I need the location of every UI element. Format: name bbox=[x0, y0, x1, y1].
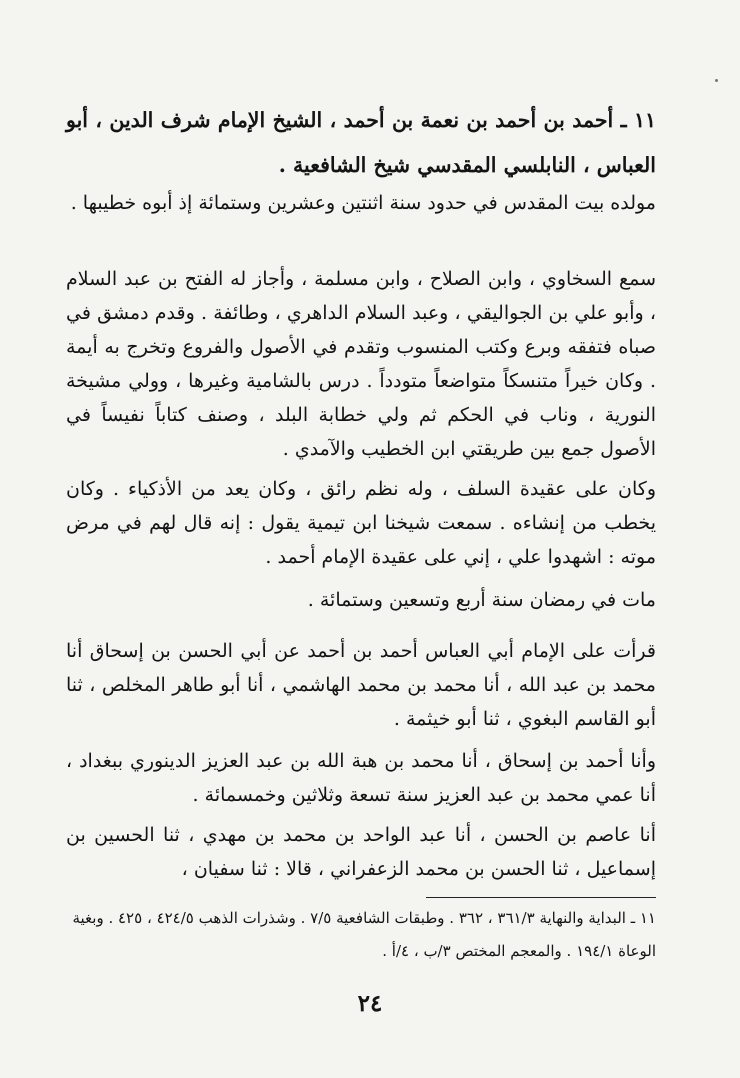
scan-speck bbox=[715, 79, 718, 82]
entry-heading: ١١ ـ أحمد بن أحمد بن نعمة بن أحمد ، الشيخ الإمام شرف الدين ، أبو العباس ، النابلسي المقدسي شيخ الشافعية . bbox=[66, 108, 656, 177]
paragraph-birth: مولده بيت المقدس في حدود سنة اثنتين وعشرين وستمائة إذ أبوه خطيبها . bbox=[70, 192, 656, 214]
paragraph-isnad-2: وأنا أحمد بن إسحاق ، أنا محمد بن هبة الله بن عبد العزيز الدينوري ببغداد ، أنا عمي محمد بن عبد العزيز سنة تسعة وثلاثين وخمسمائة . bbox=[66, 750, 656, 806]
paragraph-creed: وكان على عقيدة السلف ، وله نظم رائق ، وكان يعد من الأذكياء . وكان يخطب من إنشاءه . سمعت شيخنا ابن تيمية يقول : إنه قال لهم في مرض موته : اشهدوا علي ، إني على عقيدة الإمام أحمد . bbox=[66, 478, 656, 568]
footnote-divider bbox=[426, 897, 656, 898]
paragraph-isnad-3: أنا عاصم بن الحسن ، أنا عبد الواحد بن محمد بن مهدي ، ثنا الحسين بن إسماعيل ، ثنا الحسن بن محمد الزعفراني ، قالا : ثنا سفيان ، bbox=[66, 824, 656, 880]
paragraph-teachers: سمع السخاوي ، وابن الصلاح ، وابن مسلمة ، وأجاز له الفتح بن عبد السلام ، وأبو علي بن الجواليقي ، وعبد السلام الداهري ، وطائفة . وقدم دمشق في صباه فتفقه وبرع وكتب المنسوب وتقدم في الأصول والفروع وتخرج به أيمة . وكان خيراً متنسكاً متواضعاً متودداً . درس بالشامية وغيرها ، وولي مشيخة النورية ، وناب في الحكم ثم ولي خطابة البلد ، وصنف كتاباً نفيساً في الأصول جمع بين طريقتي ابن الخطيب والآمدي . bbox=[66, 268, 656, 460]
paragraph-death: مات في رمضان سنة أربع وتسعين وستمائة . bbox=[307, 589, 656, 611]
footnote: ١١ ـ البداية والنهاية ٣٦١/٣ ، ٣٦٢ . وطبقات الشافعية ٧/٥ . وشذرات الذهب ٤٢٤/٥ ، ٤٢٥ . وبغية الوعاة ١٩٤/١ . والمعجم المختص ٣/ب ، ٤/أ . bbox=[72, 909, 656, 960]
paragraph-isnad-1: قرأت على الإمام أبي العباس أحمد بن أحمد عن أبي الحسن بن إسحاق أنا محمد بن عبد الله ، أنا محمد بن محمد الهاشمي ، أنا أبو طاهر المخلص ، ثنا أبو القاسم البغوي ، ثنا أبو خيثمة . bbox=[66, 640, 657, 730]
page-number: ٢٤ bbox=[357, 990, 383, 1017]
